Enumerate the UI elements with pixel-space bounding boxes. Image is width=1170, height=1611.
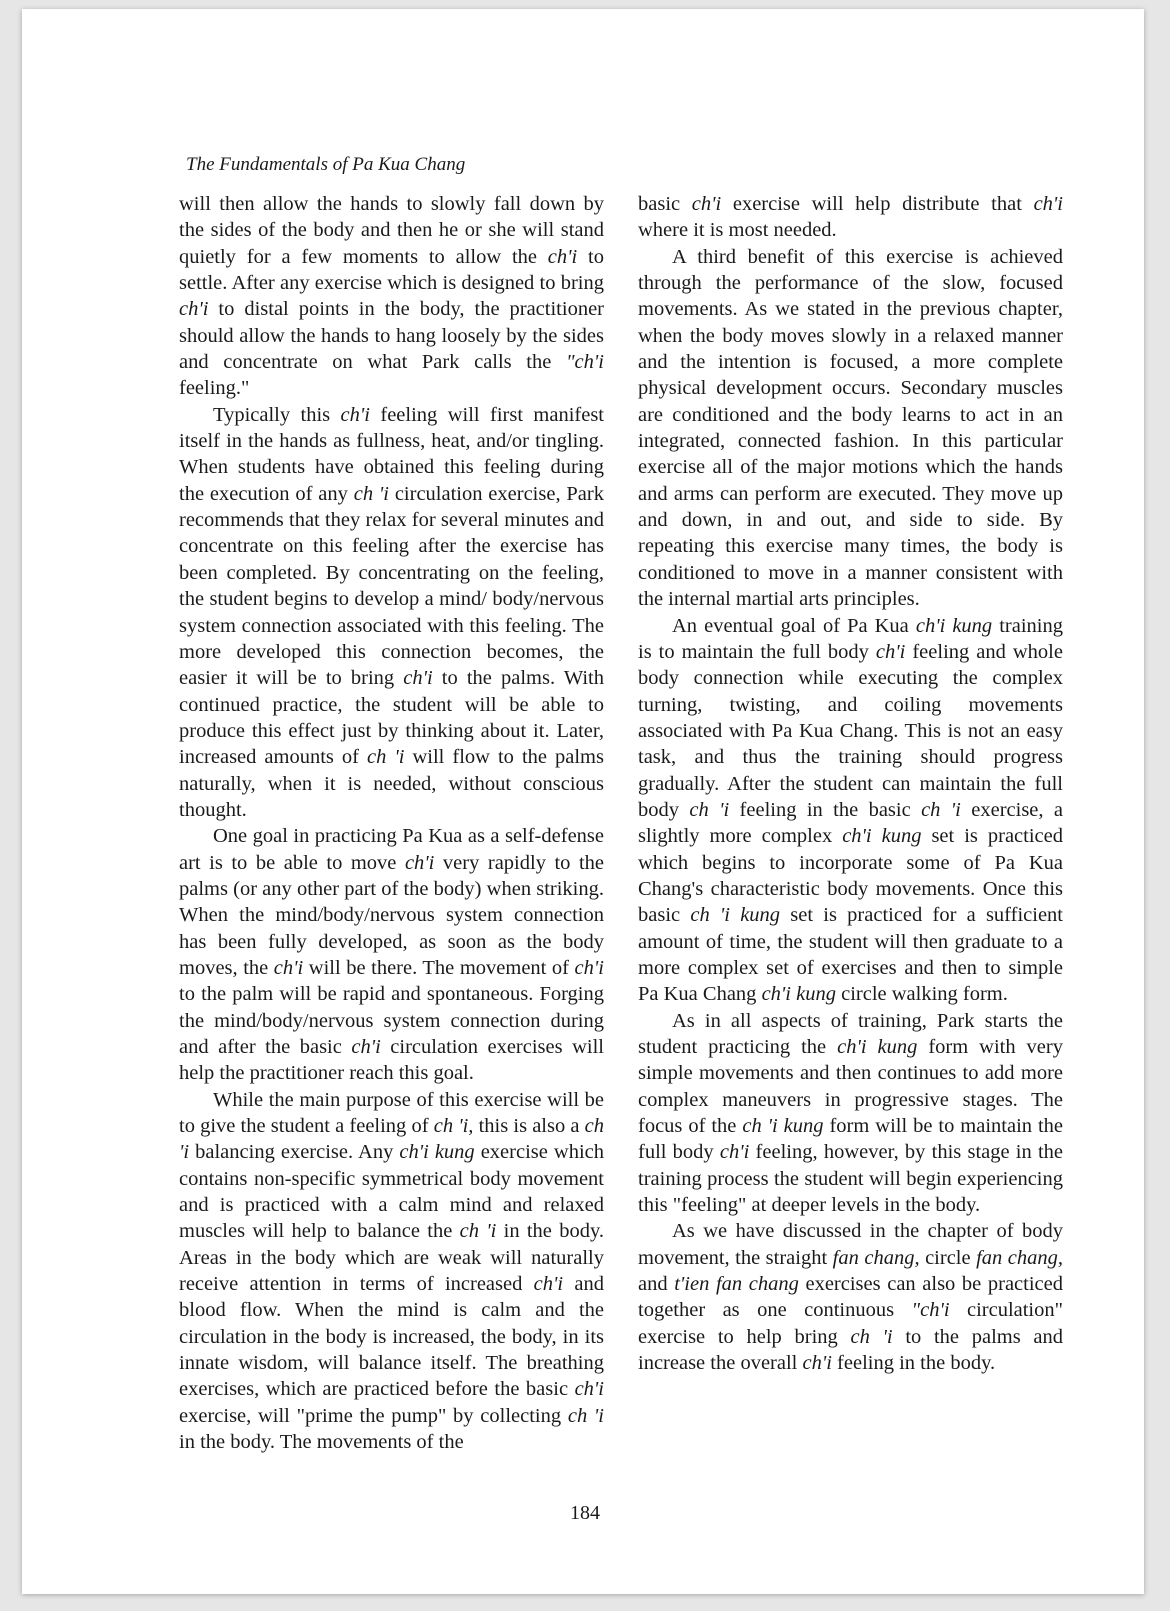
page-number: 184 [570,1502,600,1524]
paragraph: Typically this ch'i feeling will first manifest itself in the hands as fullness, heat, and/or tingling. When students have obtained this feeling during the execution of any ch 'i circulation exercise, Park recommends that they relax for several minutes and concentrate on this feeling after the exercise has been completed. By concentrating on the feeling, the student begins to develop a mind/ body/nervous system connection associated with this feeling. The more developed this connection becomes, the easier it will be to bring ch'i to the palms. With continued practice, the student will be able to produce this effect just by thinking about it. Later, increased amounts of ch 'i will flow to the palms naturally, when it is needed, without conscious thought. [179,403,604,821]
paragraph: As in all aspects of training, Park starts the student practicing the ch'i kung form with very simple movements and then continues to add more complex maneuvers in progressive stages. The focus of the ch 'i kung form will be to maintain the full body ch'i feeling, however, by this stage in the training process the student will begin experiencing this "feeling" at deeper levels in the body. [638,1009,1064,1217]
paragraph: basic ch'i exercise will help distribute that ch'i where it is most needed. [638,193,1063,242]
paragraph: An eventual goal of Pa Kua ch'i kung training is to maintain the full body ch'i feeling and whole body connection while executing the complex turning, twisting, and coiling movements associated with Pa Kua Chang. This is not an easy task, and thus the training should progress gradually. After the student can maintain the full body ch 'i feeling in the basic ch 'i exercise, a slightly more complex ch'i kung set is practiced which begins to incorporate some of Pa Kua Chang's characteristic body movements. Once this basic ch 'i kung set is practiced for a sufficient amount of time, the student will then graduate to a more complex set of exercises and then to simple Pa Kua Chang ch'i kung circle walking form. [638,614,1064,1006]
paragraph: While the main purpose of this exercise will be to give the student a feeling of ch 'i, this is also a ch 'i balancing exercise. Any ch'i kung exercise which contains non-specific symmetrical body movement and is practiced with a calm mind and relaxed muscles will help to balance the ch 'i in the body. Areas in the body which are weak will naturally receive attention in terms of increased ch'i and blood flow. When the mind is calm and the circulation in the body is increased, the body, in its innate wisdom, will balance itself. The breathing exercises, which are practiced before the basic ch'i exercise, will "prime the pump" by collecting ch 'i in the body. The movements of the [179,1088,605,1454]
paragraph: As we have discussed in the chapter of body movement, the straight fan chang, circle fan chang, and t'ien fan chang exercises can also be practiced together as one continuous "ch'i circulation" exercise to help bring ch 'i to the palms and increase the overall ch'i feeling in the body. [638,1220,1064,1375]
paragraph: will then allow the hands to slowly fall down by the sides of the body and then he or she will stand quietly for a few moments to allow the ch'i to settle. After any exercise which is designed to bring ch'i to distal points in the body, the practitioner should allow the hands to hang loosely by the sides and concentrate on what Park calls the "ch'i feeling." [179,193,604,400]
paragraph: One goal in practicing Pa Kua as a self-defense art is to be able to move ch'i very rapidly to the palms (or any other part of the body) when striking. When the mind/body/nervous system connection has been fully developed, as soon as the body moves, the ch'i will be there. The movement of ch'i to the palm will be rapid and spontaneous. Forging the mind/body/nervous system connection during and after the basic ch'i circulation exercises will help the practitioner reach this goal. [179,825,605,1085]
book-page [22,9,1144,1594]
left-column [179,191,604,1456]
right-column [638,191,1063,1376]
paragraph: A third benefit of this exercise is achieved through the performance of the slow, focused movements. As we stated in the previous chapter, when the body moves slowly in a relaxed manner and the intention is focused, a more complete physical development occurs. Secondary muscles are conditioned and the body learns to act in an integrated, connected fashion. In this particular exercise all of the major motions which the hands and arms can perform are executed. They move up and down, in and out, and side to side. By repeating this exercise many times, the body is conditioned to move in a manner consistent with the internal martial arts principles. [638,245,1063,611]
running-head: The Fundamentals of Pa Kua Chang [186,154,466,175]
